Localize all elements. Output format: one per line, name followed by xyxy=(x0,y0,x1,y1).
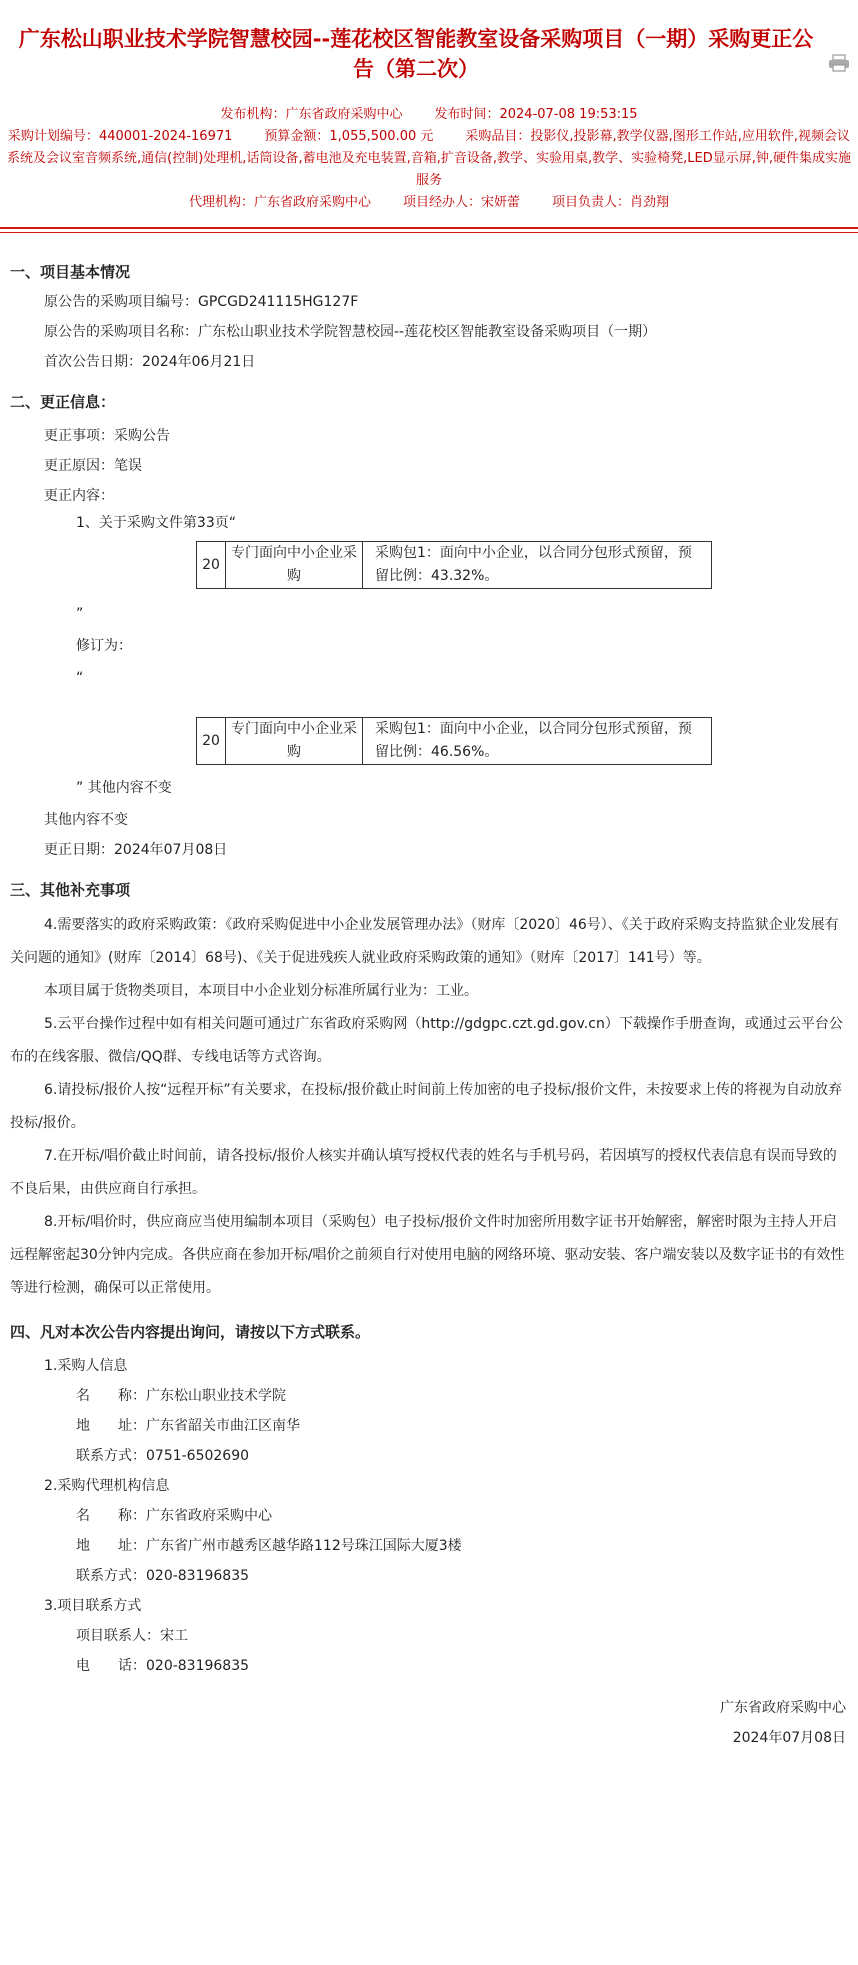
table-before-num: 20 xyxy=(197,542,226,589)
correction-reason: 更正原因：笔误 xyxy=(44,458,142,474)
section3-heading: 三、其他补充事项 xyxy=(10,881,131,899)
table-after-num: 20 xyxy=(197,718,226,765)
section2-heading: 二、更正信息： xyxy=(10,393,116,411)
agency-label: 代理机构： xyxy=(188,195,254,210)
leader-label: 项目负责人： xyxy=(552,195,631,210)
correction-item: 更正事项：采购公告 xyxy=(44,428,170,444)
manager-label: 项目经办人： xyxy=(402,195,481,210)
page-title: 广东松山职业技术学院智慧校园--莲花校区智能教室设备采购项目（一期）采购更正公告（第二次） xyxy=(18,27,814,81)
footer-date: 2024年07月08日 xyxy=(732,1730,846,1746)
table-after-type: 专门面向中小企业采购 xyxy=(226,718,363,765)
other-unchanged: 其他内容不变 xyxy=(44,812,128,828)
items-value: 投影仪,投影幕,教学仪器,图形工作站,应用软件,视频会议系统及会议室音频系统,通信(控制)处理机,话筒设备,蓄电池及充电装置,音箱,扩音设备,教学、实验用桌,教学、实验椅凳,LED显示屏,钟,硬件集成实施服务 xyxy=(7,129,851,188)
buyer-phone: 联系方式：0751-6502690 xyxy=(76,1448,250,1464)
plan-no-value: 440001-2024-16971 xyxy=(98,129,233,144)
budget-value: 1,055,500.00 元 xyxy=(329,129,434,144)
buyer-name: 名 称：广东松山职业技术学院 xyxy=(76,1388,286,1404)
header-divider-thin xyxy=(0,232,858,233)
buyer-title: 1.采购人信息 xyxy=(44,1358,128,1374)
announcement-body xyxy=(0,257,858,1753)
open-quote: “ xyxy=(76,670,84,686)
meta-row-plan xyxy=(0,126,858,192)
revised-label: 修订为： xyxy=(76,638,132,654)
section4-heading: 四、凡对本次公告内容提出询问，请按以下方式联系。 xyxy=(10,1323,371,1341)
agency-value: 广东省政府采购中心 xyxy=(253,195,371,210)
time-value: 2024-07-08 19:53:15 xyxy=(499,107,638,122)
original-project-name: 原公告的采购项目名称：广东松山职业技术学院智慧校园--莲花校区智能教室设备采购项目（一期） xyxy=(44,324,657,340)
supplement-policy: 4.需要落实的政府采购政策：《政府采购促进中小企业发展管理办法》（财库〔2020〕46号）、《关于政府采购支持监狱企业发展有关问题的通知》(财库〔2014〕68号)、《关于促进残疾人就业政府采购政策的通知》（财库〔2017〕141号）等。 xyxy=(10,917,839,966)
contact-phone: 电 话：020-83196835 xyxy=(76,1658,250,1674)
budget-label: 预算金额： xyxy=(264,129,330,144)
table-after xyxy=(196,717,712,765)
correction-date: 更正日期：2024年07月08日 xyxy=(44,842,228,858)
first-announcement-date: 首次公告日期：2024年06月21日 xyxy=(44,354,256,370)
correction-content-label: 更正内容： xyxy=(44,488,114,504)
supplement-decrypt: 8.开标/唱价时，供应商应当使用编制本项目（采购包）电子投标/报价文件时加密所用数字证书开始解密，解密时限为主持人开启远程解密起30分钟内完成。各供应商在参加开标/唱价之前须自行对使用电脑的网络环境、驱动安装、客户端安装以及数字证书的有效性等进行检测，确保可以正常使用。 xyxy=(10,1214,845,1296)
leader-value: 肖劲翔 xyxy=(630,195,670,210)
other-inner-unchanged: ” 其他内容不变 xyxy=(76,780,172,796)
footer-org: 广东省政府采购中心 xyxy=(720,1700,846,1716)
meta-row-publisher xyxy=(0,104,858,126)
contact-person: 项目联系人：宋工 xyxy=(76,1628,188,1644)
publisher-value: 广东省政府采购中心 xyxy=(285,107,403,122)
table-before-type: 专门面向中小企业采购 xyxy=(226,542,363,589)
plan-no-label: 采购计划编号： xyxy=(7,129,99,144)
manager-value: 宋妍蕾 xyxy=(481,195,521,210)
agent-name: 名 称：广东省政府采购中心 xyxy=(76,1508,272,1524)
correction-change-1: 1、关于采购文件第33页“ xyxy=(76,515,236,531)
supplement-verify: 7.在开标/唱价截止时间前，请各投标/报价人核实并确认填写授权代表的姓名与手机号码，若因填写的授权代表信息有误而导致的不良后果，由供应商自行承担。 xyxy=(10,1148,837,1197)
agent-phone: 联系方式：020-83196835 xyxy=(76,1568,250,1584)
supplement-cloud: 5.云平台操作过程中如有相关问题可通过广东省政府采购网（http://gdgpc.czt.gd.gov.cn）下载操作手册查询，或通过云平台公布的在线客服、微信/QQ群、专线电话等方式咨询。 xyxy=(10,1016,843,1065)
table-after-desc: 采购包1：面向中小企业，以合同分包形式预留，预留比例：46.56%。 xyxy=(363,718,712,765)
meta-row-agency xyxy=(0,192,858,214)
header-divider-thick xyxy=(0,227,858,229)
supplement-remote: 6.请投标/报价人按“远程开标”有关要求，在投标/报价截止时间前上传加密的电子投标/报价文件，未按要求上传的将视为自动放弃投标/报价。 xyxy=(10,1082,843,1131)
agent-title: 2.采购代理机构信息 xyxy=(44,1478,170,1494)
table-before-desc: 采购包1：面向中小企业，以合同分包形式预留，预留比例：43.32%。 xyxy=(363,542,712,589)
supplement-industry: 本项目属于货物类项目，本项目中小企业划分标准所属行业为：工业。 xyxy=(44,983,478,999)
items-label: 采购品目： xyxy=(465,129,531,144)
print-icon[interactable] xyxy=(828,54,850,72)
section1-heading: 一、项目基本情况 xyxy=(10,263,131,281)
time-label: 发布时间： xyxy=(434,107,500,122)
publisher-label: 发布机构： xyxy=(220,107,286,122)
table-before xyxy=(196,541,712,589)
buyer-address: 地 址：广东省韶关市曲江区南华 xyxy=(76,1418,300,1434)
original-project-no: 原公告的采购项目编号：GPCGD241115HG127F xyxy=(44,294,359,310)
contact-title: 3.项目联系方式 xyxy=(44,1598,142,1614)
close-quote: ” xyxy=(76,606,84,622)
agent-address: 地 址：广东省广州市越秀区越华路112号珠江国际大厦3楼 xyxy=(76,1538,462,1554)
